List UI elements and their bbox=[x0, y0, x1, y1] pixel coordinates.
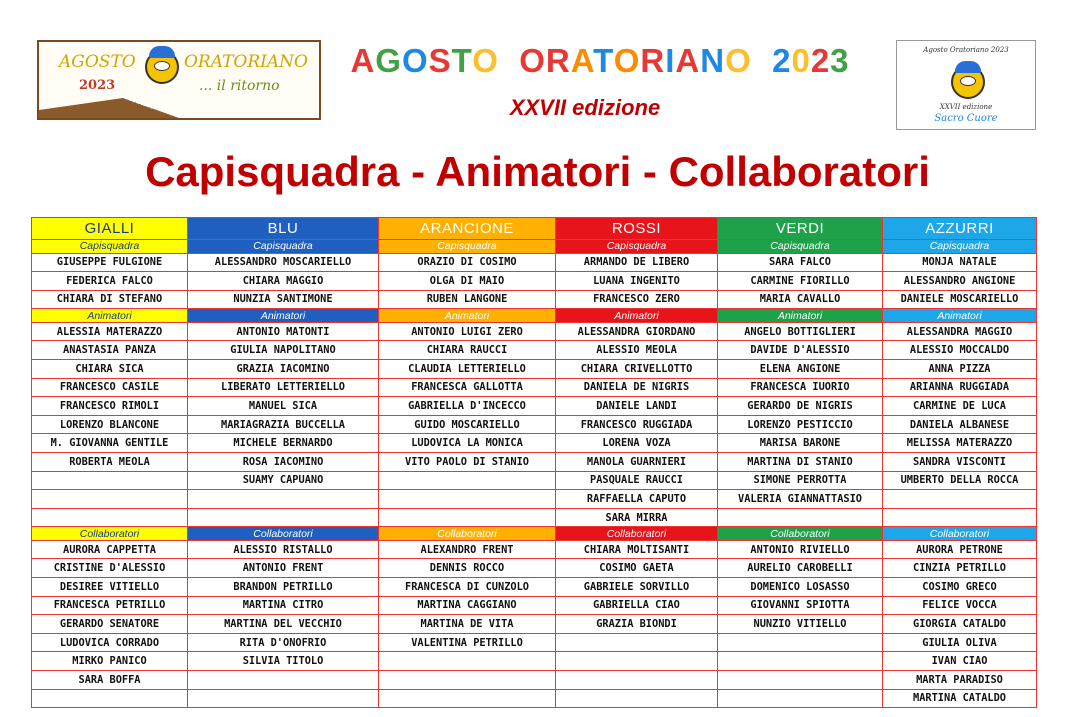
member-name: LUANA INGENITO bbox=[556, 272, 718, 291]
title-letter: O bbox=[472, 42, 499, 79]
title-letter: S bbox=[428, 42, 452, 79]
title-letter: O bbox=[725, 42, 752, 79]
empty-cell bbox=[556, 652, 718, 671]
empty-cell bbox=[32, 471, 188, 490]
member-name: FRANCESCA PETRILLO bbox=[32, 596, 188, 615]
member-name: CHIARA DI STEFANO bbox=[32, 290, 188, 309]
member-name: ANTONIO FRENT bbox=[188, 559, 379, 578]
member-name: PASQUALE RAUCCI bbox=[556, 471, 718, 490]
title-letter: R bbox=[545, 42, 571, 79]
member-name: ROSA IACOMINO bbox=[188, 452, 379, 471]
member-name: M. GIOVANNA GENTILE bbox=[32, 434, 188, 453]
section-label-collaboratori: Collaboratori bbox=[188, 527, 379, 541]
member-name: ARMANDO DE LIBERO bbox=[556, 253, 718, 272]
section-label-animatori: Animatori bbox=[379, 309, 556, 323]
member-name: ALESSANDRO ANGIONE bbox=[883, 272, 1037, 291]
member-name: FRANCESCO RUGGIADA bbox=[556, 415, 718, 434]
title-letter: I bbox=[665, 42, 676, 79]
title-letter: T bbox=[451, 42, 473, 79]
title-letter: A bbox=[675, 42, 701, 79]
member-name: COSIMO GAETA bbox=[556, 559, 718, 578]
empty-cell bbox=[718, 670, 883, 689]
title-letter: 3 bbox=[830, 42, 850, 79]
title-letter: 2 bbox=[810, 42, 831, 79]
title-letter: 2 bbox=[772, 42, 792, 79]
member-name: ALESSIO RISTALLO bbox=[188, 540, 379, 559]
title-letter bbox=[499, 42, 519, 79]
member-name: MARTINA DEL VECCHIO bbox=[188, 615, 379, 634]
member-name: DENNIS ROCCO bbox=[379, 559, 556, 578]
section-label-animatori: Animatori bbox=[32, 309, 188, 323]
member-name: SARA BOFFA bbox=[32, 670, 188, 689]
empty-cell bbox=[556, 633, 718, 652]
member-name: LORENZO BLANCONE bbox=[32, 415, 188, 434]
member-name: MANOLA GUARNIERI bbox=[556, 452, 718, 471]
member-name: GERARDO DE NIGRIS bbox=[718, 397, 883, 416]
member-name: GABRIELLA CIAO bbox=[556, 596, 718, 615]
member-name: GABRIELLA D'INCECCO bbox=[379, 397, 556, 416]
member-name: DAVIDE D'ALESSIO bbox=[718, 341, 883, 360]
empty-cell bbox=[379, 508, 556, 527]
member-name: CARMINE FIORILLO bbox=[718, 272, 883, 291]
member-name: OLGA DI MAIO bbox=[379, 272, 556, 291]
logo-tagline: ... il ritorno bbox=[199, 78, 280, 94]
member-name: ORAZIO DI COSIMO bbox=[379, 253, 556, 272]
member-name: GRAZIA IACOMINO bbox=[188, 359, 379, 378]
empty-cell bbox=[188, 490, 379, 509]
member-name: DANIELE LANDI bbox=[556, 397, 718, 416]
empty-cell bbox=[556, 689, 718, 708]
member-name: DESIREE VITIELLO bbox=[32, 578, 188, 597]
member-name: AURORA PETRONE bbox=[883, 540, 1037, 559]
member-name: FEDERICA FALCO bbox=[32, 272, 188, 291]
member-name: MARTINA CITRO bbox=[188, 596, 379, 615]
member-name: CARMINE DE LUCA bbox=[883, 397, 1037, 416]
member-name: VITO PAOLO DI STANIO bbox=[379, 452, 556, 471]
member-name: MARTINA DE VITA bbox=[379, 615, 556, 634]
member-name: ALESSIA MATERAZZO bbox=[32, 322, 188, 341]
empty-cell bbox=[718, 652, 883, 671]
member-name: FRANCESCO CASILE bbox=[32, 378, 188, 397]
empty-cell bbox=[379, 471, 556, 490]
section-label-animatori: Animatori bbox=[188, 309, 379, 323]
title-letter bbox=[752, 42, 772, 79]
edition-label: XXVII edizione bbox=[509, 95, 661, 120]
team-header-arancione: ARANCIONE bbox=[379, 218, 556, 240]
member-name: DANIELA DE NIGRIS bbox=[556, 378, 718, 397]
member-name: SARA MIRRA bbox=[556, 508, 718, 527]
section-label-collaboratori: Collaboratori bbox=[379, 527, 556, 541]
member-name: ALESSANDRO MOSCARIELLO bbox=[188, 253, 379, 272]
member-name: ARIANNA RUGGIADA bbox=[883, 378, 1037, 397]
section-label-capisquadra: Capisquadra bbox=[718, 240, 883, 254]
member-name: MARIAGRAZIA BUCCELLA bbox=[188, 415, 379, 434]
member-name: VALERIA GIANNATTASIO bbox=[718, 490, 883, 509]
section-label-collaboratori: Collaboratori bbox=[718, 527, 883, 541]
title-letter: N bbox=[700, 42, 726, 79]
member-name: CLAUDIA LETTERIELLO bbox=[379, 359, 556, 378]
section-heading: Capisquadra - Animatori - Collaboratori bbox=[145, 148, 930, 195]
member-name: LORENA VOZA bbox=[556, 434, 718, 453]
member-name: ALESSIO MOCCALDO bbox=[883, 341, 1037, 360]
empty-cell bbox=[718, 689, 883, 708]
member-name: MARIA CAVALLO bbox=[718, 290, 883, 309]
member-name: CHIARA SICA bbox=[32, 359, 188, 378]
member-name: FELICE VOCCA bbox=[883, 596, 1037, 615]
ramp-graphic bbox=[39, 98, 179, 118]
member-name: MIRKO PANICO bbox=[32, 652, 188, 671]
title-letter: O bbox=[519, 42, 546, 79]
empty-cell bbox=[379, 652, 556, 671]
member-name: RITA D'ONOFRIO bbox=[188, 633, 379, 652]
member-name: ALESSANDRA GIORDANO bbox=[556, 322, 718, 341]
section-label-capisquadra: Capisquadra bbox=[32, 240, 188, 254]
member-name: SILVIA TITOLO bbox=[188, 652, 379, 671]
title-letter: O bbox=[613, 42, 641, 79]
logo-right-parish: Sacro Cuore bbox=[934, 113, 998, 124]
member-name: SIMONE PERROTTA bbox=[718, 471, 883, 490]
member-name: MARTINA CAGGIANO bbox=[379, 596, 556, 615]
member-name: CHIARA MOLTISANTI bbox=[556, 540, 718, 559]
member-name: MARTA PARADISO bbox=[883, 670, 1037, 689]
empty-cell bbox=[32, 490, 188, 509]
logo-sacro-cuore bbox=[896, 40, 1036, 130]
member-name: MELISSA MATERAZZO bbox=[883, 434, 1037, 453]
member-name: MARISA BARONE bbox=[718, 434, 883, 453]
empty-cell bbox=[188, 508, 379, 527]
logo-right-title: Agosto Oratoriano 2023 bbox=[923, 46, 1009, 54]
member-name: DANIELE MOSCARIELLO bbox=[883, 290, 1037, 309]
member-name: ROBERTA MEOLA bbox=[32, 452, 188, 471]
member-name: LIBERATO LETTERIELLO bbox=[188, 378, 379, 397]
member-name: BRANDON PETRILLO bbox=[188, 578, 379, 597]
title-letter: R bbox=[640, 42, 666, 79]
member-name: UMBERTO DELLA ROCCA bbox=[883, 471, 1037, 490]
page-title bbox=[340, 42, 860, 80]
member-name: LUDOVICA LA MONICA bbox=[379, 434, 556, 453]
logo-agosto-oratoriano bbox=[37, 40, 321, 120]
member-name: GIOVANNI SPIOTTA bbox=[718, 596, 883, 615]
member-name: MANUEL SICA bbox=[188, 397, 379, 416]
member-name: CINZIA PETRILLO bbox=[883, 559, 1037, 578]
member-name: ELENA ANGIONE bbox=[718, 359, 883, 378]
title-letter: O bbox=[401, 42, 429, 79]
member-name: GIULIA NAPOLITANO bbox=[188, 341, 379, 360]
section-label-animatori: Animatori bbox=[718, 309, 883, 323]
empty-cell bbox=[718, 508, 883, 527]
member-name: GABRIELE SORVILLO bbox=[556, 578, 718, 597]
member-name: ALEXANDRO FRENT bbox=[379, 540, 556, 559]
logo-word-agosto: AGOSTO bbox=[59, 52, 136, 72]
member-name: FRANCESCO RIMOLI bbox=[32, 397, 188, 416]
member-name: FRANCESCA GALLOTTA bbox=[379, 378, 556, 397]
member-name: ANGELO BOTTIGLIERI bbox=[718, 322, 883, 341]
member-name: GIUSEPPE FULGIONE bbox=[32, 253, 188, 272]
title-letter: A bbox=[350, 42, 376, 79]
member-name: GIORGIA CATALDO bbox=[883, 615, 1037, 634]
logo-word-oratoriano: ORATORIANO bbox=[184, 52, 308, 72]
member-name: GIULIA OLIVA bbox=[883, 633, 1037, 652]
mascot-icon bbox=[145, 50, 179, 84]
empty-cell bbox=[379, 689, 556, 708]
empty-cell bbox=[718, 633, 883, 652]
member-name: VALENTINA PETRILLO bbox=[379, 633, 556, 652]
member-name: DANIELA ALBANESE bbox=[883, 415, 1037, 434]
section-label-animatori: Animatori bbox=[556, 309, 718, 323]
member-name: IVAN CIAO bbox=[883, 652, 1037, 671]
member-name: LUDOVICA CORRADO bbox=[32, 633, 188, 652]
member-name: FRANCESCA IUORIO bbox=[718, 378, 883, 397]
team-header-azzurri: AZZURRI bbox=[883, 218, 1037, 240]
section-label-capisquadra: Capisquadra bbox=[556, 240, 718, 254]
section-label-collaboratori: Collaboratori bbox=[883, 527, 1037, 541]
logo-right-edition: XXVII edizione bbox=[939, 103, 993, 111]
empty-cell bbox=[883, 508, 1037, 527]
member-name: SANDRA VISCONTI bbox=[883, 452, 1037, 471]
section-label-animatori: Animatori bbox=[883, 309, 1037, 323]
member-name: SARA FALCO bbox=[718, 253, 883, 272]
member-name: ALESSIO MEOLA bbox=[556, 341, 718, 360]
logo-year: 2023 bbox=[79, 78, 116, 93]
member-name: NUNZIA SANTIMONE bbox=[188, 290, 379, 309]
section-label-capisquadra: Capisquadra bbox=[188, 240, 379, 254]
member-name: SUAMY CAPUANO bbox=[188, 471, 379, 490]
member-name: CRISTINE D'ALESSIO bbox=[32, 559, 188, 578]
title-letter: T bbox=[593, 42, 614, 79]
empty-cell bbox=[556, 670, 718, 689]
member-name: NUNZIO VITIELLO bbox=[718, 615, 883, 634]
member-name: MICHELE BERNARDO bbox=[188, 434, 379, 453]
title-letter: G bbox=[375, 42, 402, 79]
member-name: FRANCESCO ZERO bbox=[556, 290, 718, 309]
mascot-icon bbox=[951, 65, 985, 99]
member-name: LORENZO PESTICCIO bbox=[718, 415, 883, 434]
member-name: RAFFAELLA CAPUTO bbox=[556, 490, 718, 509]
title-letter: 0 bbox=[791, 42, 811, 79]
empty-cell bbox=[379, 670, 556, 689]
section-label-collaboratori: Collaboratori bbox=[32, 527, 188, 541]
member-name: ANNA PIZZA bbox=[883, 359, 1037, 378]
section-label-capisquadra: Capisquadra bbox=[379, 240, 556, 254]
team-header-rossi: ROSSI bbox=[556, 218, 718, 240]
section-label-capisquadra: Capisquadra bbox=[883, 240, 1037, 254]
member-name: ANTONIO MATONTI bbox=[188, 322, 379, 341]
empty-cell bbox=[188, 689, 379, 708]
empty-cell bbox=[32, 508, 188, 527]
member-name: COSIMO GRECO bbox=[883, 578, 1037, 597]
member-name: ANASTASIA PANZA bbox=[32, 341, 188, 360]
member-name: AURELIO CAROBELLI bbox=[718, 559, 883, 578]
member-name: ANTONIO RIVIELLO bbox=[718, 540, 883, 559]
member-name: RUBEN LANGONE bbox=[379, 290, 556, 309]
member-name: ALESSANDRA MAGGIO bbox=[883, 322, 1037, 341]
member-name: DOMENICO LOSASSO bbox=[718, 578, 883, 597]
member-name: FRANCESCA DI CUNZOLO bbox=[379, 578, 556, 597]
empty-cell bbox=[32, 689, 188, 708]
member-name: MONJA NATALE bbox=[883, 253, 1037, 272]
member-name: GRAZIA BIONDI bbox=[556, 615, 718, 634]
section-label-collaboratori: Collaboratori bbox=[556, 527, 718, 541]
empty-cell bbox=[379, 490, 556, 509]
title-letter: A bbox=[570, 42, 594, 79]
member-name: CHIARA MAGGIO bbox=[188, 272, 379, 291]
team-header-verdi: VERDI bbox=[718, 218, 883, 240]
empty-cell bbox=[883, 490, 1037, 509]
logo-restart-tag: Restart bbox=[124, 91, 155, 111]
member-name: AURORA CAPPETTA bbox=[32, 540, 188, 559]
team-header-gialli: GIALLI bbox=[32, 218, 188, 240]
member-name: MARTINA CATALDO bbox=[883, 689, 1037, 708]
empty-cell bbox=[188, 670, 379, 689]
member-name: CHIARA RAUCCI bbox=[379, 341, 556, 360]
roster-table bbox=[31, 217, 1037, 708]
member-name: GUIDO MOSCARIELLO bbox=[379, 415, 556, 434]
team-header-blu: BLU bbox=[188, 218, 379, 240]
member-name: ANTONIO LUIGI ZERO bbox=[379, 322, 556, 341]
member-name: GERARDO SENATORE bbox=[32, 615, 188, 634]
member-name: MARTINA DI STANIO bbox=[718, 452, 883, 471]
member-name: CHIARA CRIVELLOTTO bbox=[556, 359, 718, 378]
